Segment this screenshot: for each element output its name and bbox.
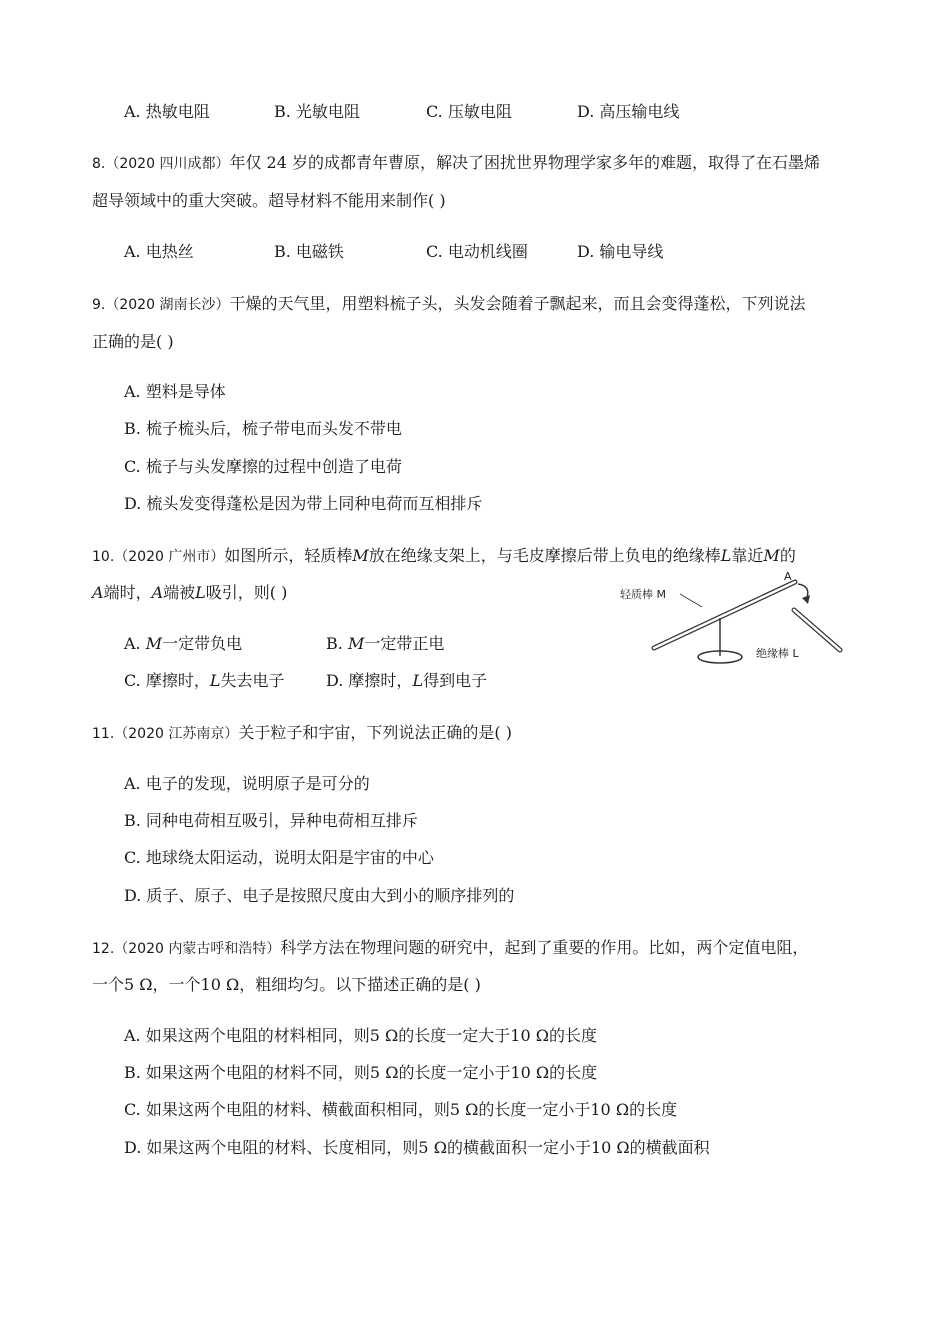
q11-option-a[interactable]: A. 电子的发现，说明原子是可分的 [124, 774, 370, 793]
q10-source: （2020 广州市） [114, 549, 225, 565]
q10-option-c-label: C. 摩擦时， [124, 671, 210, 690]
q10-text-2c: 吸引，则( ) [205, 583, 288, 602]
q7-options [124, 101, 679, 123]
q11-source: （2020 江苏南京） [114, 726, 239, 742]
var-m: M [763, 546, 780, 565]
figure-leader-line [680, 594, 702, 607]
q12-stem-line2: 一个5 Ω，一个10 Ω，粗细均匀。以下描述正确的是( ) [92, 975, 481, 994]
q8-option-c[interactable]: C. 电动机线圈 [426, 242, 528, 261]
figure-label-end-a: A [784, 570, 792, 583]
insulator-rod-l-inner [794, 610, 840, 650]
q12-stem-line1 [92, 937, 808, 960]
figure-label-rod: 轻质棒 M [620, 588, 666, 601]
var-l: L [209, 671, 221, 690]
q11-option-d[interactable]: D. 质子、原子、电子是按照尺度由大到小的顺序排列的 [124, 886, 515, 905]
q12-option-d[interactable]: D. 如果这两个电阻的材料、长度相同，则5 Ω的横截面积一定小于10 Ω的横截面积 [124, 1138, 710, 1157]
q10-option-b-label: B. [326, 634, 343, 653]
q10-text-2b: 端被 [163, 583, 196, 602]
q7-option-c[interactable]: C. 压敏电阻 [426, 102, 512, 121]
q10-option-d[interactable] [326, 671, 487, 690]
q12-option-b[interactable]: B. 如果这两个电阻的材料不同，则5 Ω的长度一定小于10 Ω的长度 [124, 1063, 598, 1082]
q9-option-c[interactable]: C. 梳子与头发摩擦的过程中创造了电荷 [124, 457, 402, 476]
q9-source: （2020 湖南长沙） [105, 297, 230, 313]
q7-option-b[interactable]: B. 光敏电阻 [274, 102, 360, 121]
var-l: L [412, 671, 424, 690]
q7-option-d[interactable]: D. 高压输电线 [577, 102, 680, 121]
q8-stem-line2: 超导领域中的重大突破。超导材料不能用来制作( ) [92, 191, 446, 210]
q12-source: （2020 内蒙古呼和浩特） [114, 941, 281, 957]
q10-option-b-text: 一定带正电 [364, 634, 445, 653]
q10-stem-line2 [92, 582, 287, 604]
q10-option-b[interactable] [326, 634, 444, 653]
q9-option-d[interactable]: D. 梳头发变得蓬松是因为带上同种电荷而互相排斥 [124, 494, 483, 513]
var-m: M [352, 546, 369, 565]
var-l: L [195, 583, 206, 602]
q10-option-a[interactable] [124, 633, 326, 655]
var-l: L [720, 546, 732, 565]
q11-number: 11. [92, 726, 115, 742]
q8-stem-line1 [92, 152, 820, 175]
q10-option-c-text: 失去电子 [220, 671, 285, 690]
q11-option-c[interactable]: C. 地球绕太阳运动，说明太阳是宇宙的中心 [124, 848, 434, 867]
q11-text-1: 关于粒子和宇宙，下列说法正确的是( ) [238, 723, 512, 742]
q8-option-a[interactable]: A. 电热丝 [124, 242, 194, 261]
q11-option-b[interactable]: B. 同种电荷相互吸引，异种电荷相互排斥 [124, 811, 418, 830]
q10-text-1d: 的 [779, 546, 796, 565]
q8-option-b[interactable]: B. 电磁铁 [274, 242, 344, 261]
var-a: A [92, 583, 104, 602]
q9-option-a[interactable]: A. 塑料是导体 [124, 382, 226, 401]
q12-number: 12. [92, 941, 115, 957]
q8-options [124, 241, 663, 263]
q9-stem-line1 [92, 293, 805, 316]
q10-text-1b: 放在绝缘支架上，与毛皮摩擦后带上负电的绝缘棒 [368, 546, 721, 565]
var-a: A [151, 583, 164, 602]
q9-text-1: 干燥的天气里，用塑料梳子头，头发会随着子飘起来，而且会变得蓬松，下列说法 [229, 294, 806, 313]
q10-option-c[interactable] [124, 670, 326, 692]
q12-option-a[interactable]: A. 如果这两个电阻的材料相同，则5 Ω的长度一定大于10 Ω的长度 [124, 1026, 597, 1045]
q10-options-row1 [124, 633, 444, 655]
var-m: M [347, 634, 365, 653]
q9-number: 9. [92, 297, 106, 313]
light-rod-m-inner [654, 582, 795, 648]
q8-source: （2020 四川成都） [105, 156, 230, 172]
q10-options-row2 [124, 670, 487, 692]
q10-option-d-label: D. 摩擦时， [326, 671, 413, 690]
q12-option-c[interactable]: C. 如果这两个电阻的材料、横截面积相同，则5 Ω的长度一定小于10 Ω的长度 [124, 1100, 678, 1119]
q10-option-a-text: 一定带负电 [162, 634, 243, 653]
q8-text-1: 年仅 24 岁的成都青年曹原，解决了困扰世界物理学家多年的难题，取得了在石墨烯 [229, 153, 820, 172]
q10-option-a-label: A. [124, 634, 141, 653]
figure-label-insulator: 绝缘棒 L [756, 647, 799, 660]
q10-text-2a: 端时， [103, 583, 152, 602]
q10-text-1c: 靠近 [731, 546, 764, 565]
q9-stem-line2: 正确的是( ) [92, 332, 174, 351]
arrow-head-icon [802, 595, 810, 604]
q10-text-1a: 如图所示，轻质棒 [224, 546, 353, 565]
q7-option-a[interactable]: A. 热敏电阻 [124, 102, 210, 121]
q8-option-d[interactable]: D. 输电导线 [577, 242, 664, 261]
q10-option-d-text: 得到电子 [423, 671, 488, 690]
q10-figure-rod-diagram [612, 560, 852, 670]
q8-number: 8. [92, 156, 106, 172]
q10-number: 10. [92, 549, 115, 565]
q11-stem-line1 [92, 722, 512, 745]
var-m: M [145, 634, 163, 653]
q12-text-1: 科学方法在物理问题的研究中，起到了重要的作用。比如，两个定值电阻， [280, 938, 809, 957]
q9-option-b[interactable]: B. 梳子梳头后，梳子带电而头发不带电 [124, 419, 402, 438]
